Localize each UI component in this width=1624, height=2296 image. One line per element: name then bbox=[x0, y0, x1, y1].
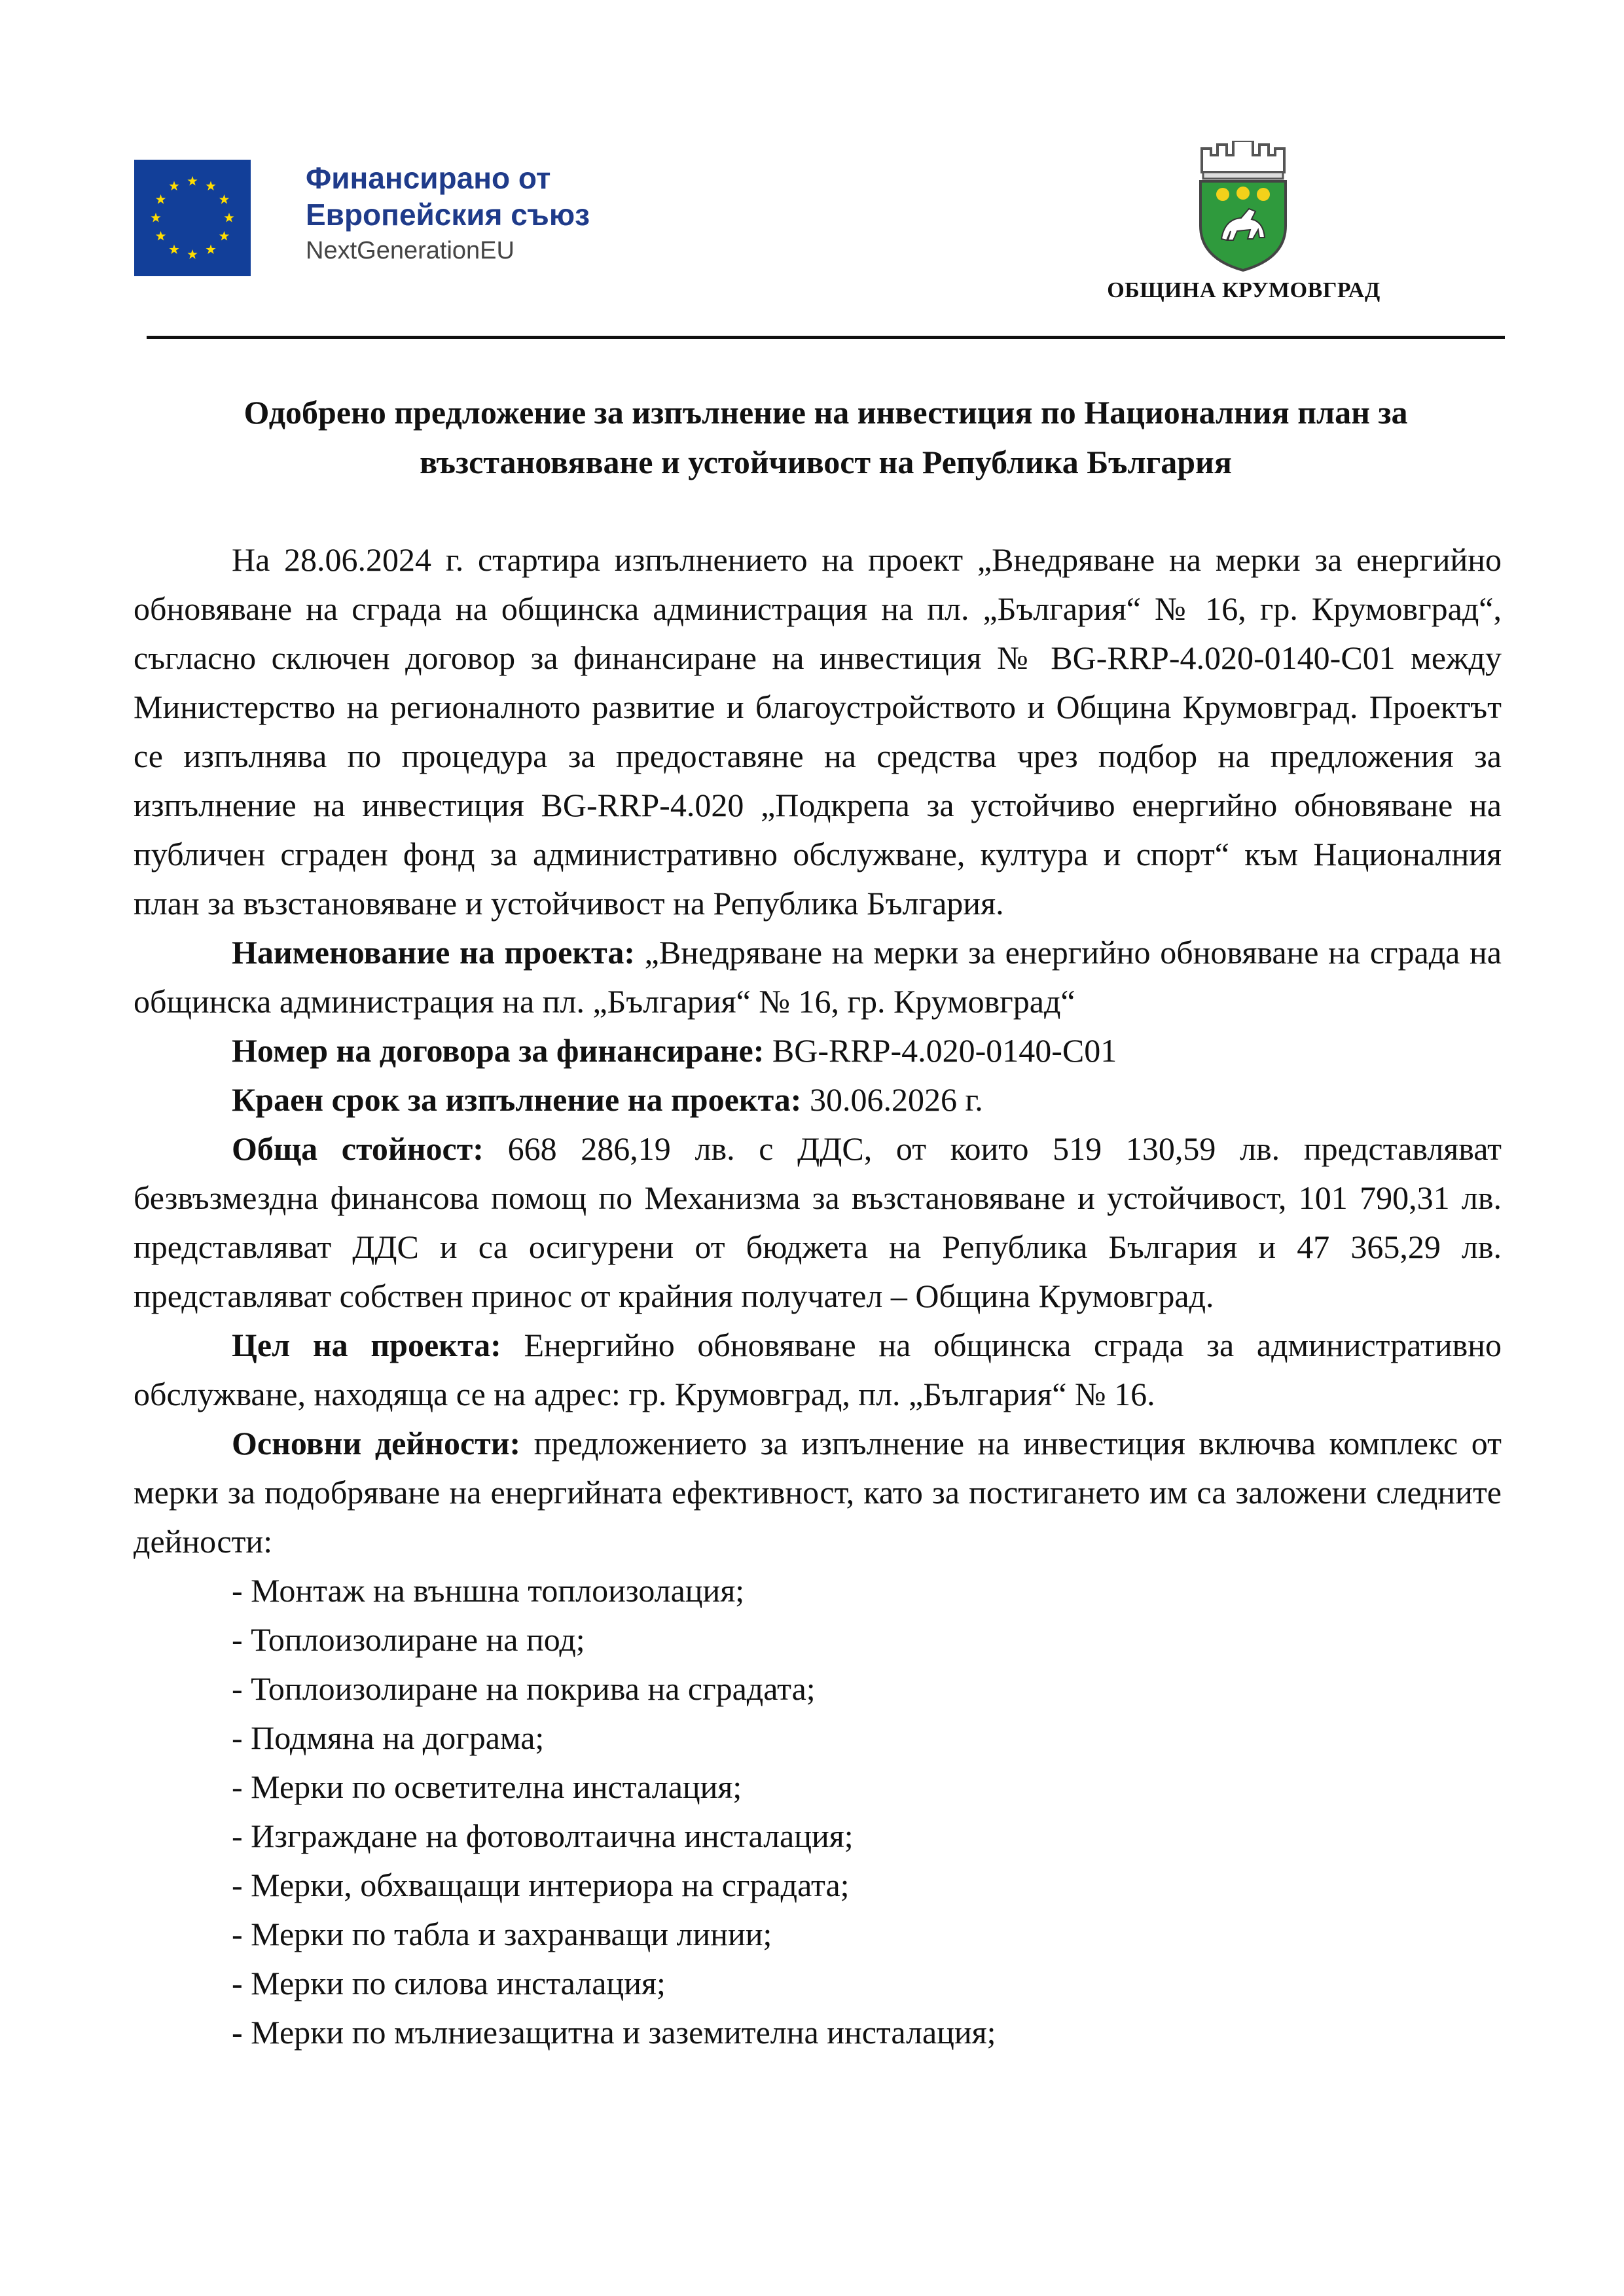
activities-paragraph bbox=[134, 1419, 1502, 1566]
list-item: - Монтаж на външна топлоизолация; bbox=[232, 1572, 745, 1609]
contract-number-value: BG-RRP-4.020-0140-C01 bbox=[764, 1032, 1117, 1069]
municipality-crest-icon bbox=[1195, 141, 1291, 272]
eu-line-financed: Финансирано от bbox=[306, 161, 551, 195]
project-name-paragraph bbox=[134, 928, 1502, 1026]
deadline-label: Краен срок за изпълнение на проекта: bbox=[232, 1081, 802, 1118]
list-item: - Мерки по силова инсталация; bbox=[232, 1965, 666, 2001]
total-value-paragraph bbox=[134, 1124, 1502, 1321]
total-value-label: Обща стойност: bbox=[232, 1130, 484, 1167]
list-item: - Подмяна на дограма; bbox=[232, 1719, 545, 1756]
goal-label: Цел на проекта: bbox=[232, 1327, 501, 1363]
intro-paragraph: На 28.06.2024 г. стартира изпълнението на проект „Внедряване на мерки за енергийно обновяване на сграда на общинска администрация на пл. „България“ № 16, гр. Крумовград“, съгласно сключен договор за финансиране на инвестиция № BG-RRP-4.020-0140-C01 между Министерство на регионалното развитие и благоустройството и Община Крумовград. Проектът се изпълнява по процедура за предоставяне на средства чрез подбор на предложения за изпълнение на инвестиция BG-RRP-4.020 „Подкрепа за устойчиво енергийно обновяване на публичен сграден фонд за административно обслужване, култура и спорт“ към Националния план за възстановяване и устойчивост на Република България. bbox=[134, 541, 1502, 922]
list-item: - Топлоизолиране на под; bbox=[232, 1621, 585, 1658]
eu-line-nextgen: NextGenerationEU bbox=[306, 237, 514, 264]
total-value-value: 668 286,19 лв. с ДДС, от които 519 130,59 лв. представляват безвъзмездна финансова помощ по Механизма за възстановяване и устойчивост, 101 790,31 лв. представляват ДДС и са осигурени от бюджета на Република България и 47 365,29 лв. представляват собствен принос от крайния получател – Община Крумовград. bbox=[134, 1130, 1502, 1314]
document-title: Одобрено предложение за изпълнение на инвестиция по Националния план за възстановяване и устойчивост на Република България bbox=[244, 394, 1408, 480]
list-item: - Мерки по осветителна инсталация; bbox=[232, 1768, 742, 1805]
list-item: - Мерки по мълниезащитна и заземителна инсталация; bbox=[232, 2014, 996, 2051]
list-item: - Мерки, обхващащи интериора на сградата; bbox=[232, 1867, 850, 1903]
eu-flag-icon bbox=[134, 160, 251, 276]
header-divider bbox=[147, 336, 1505, 339]
project-name-value: „Внедряване на мерки за енергийно обновяване на сграда на общинска администрация на пл. „България“ № 16, гр. Крумовград“ bbox=[134, 934, 1502, 1020]
list-item: - Мерки по табла и захранващи линии; bbox=[232, 1916, 772, 1952]
eu-funding-logo bbox=[134, 160, 645, 278]
contract-number-label: Номер на договора за финансиране: bbox=[232, 1032, 765, 1069]
document-body bbox=[134, 535, 1502, 2057]
list-item: - Топлоизолиране на покрива на сградата; bbox=[232, 1670, 816, 1707]
list-item: - Изграждане на фотоволтаична инсталация; bbox=[232, 1818, 854, 1854]
eu-funding-text bbox=[306, 160, 590, 268]
activities-list bbox=[134, 1566, 1502, 2057]
deadline-value: 30.06.2026 г. bbox=[801, 1081, 983, 1118]
municipality-name: ОБЩИНА КРУМОВГРАД bbox=[1107, 278, 1380, 302]
contract-number-paragraph bbox=[134, 1026, 1502, 1075]
eu-line-union: Европейския съюз bbox=[306, 198, 590, 232]
activities-label: Основни дейности: bbox=[232, 1425, 521, 1462]
project-name-label: Наименование на проекта: bbox=[232, 934, 635, 971]
goal-paragraph bbox=[134, 1321, 1502, 1419]
activities-value: предложението за изпълнение на инвестиция включва комплекс от мерки за подобряване на енергийната ефективност, като за постигането им са заложени следните дейности: bbox=[134, 1425, 1502, 1560]
goal-value: Енергийно обновяване на общинска сграда за административно обслужване, находяща се на адрес: гр. Крумовград, пл. „България“ № 16. bbox=[134, 1327, 1502, 1412]
deadline-paragraph bbox=[134, 1075, 1502, 1124]
